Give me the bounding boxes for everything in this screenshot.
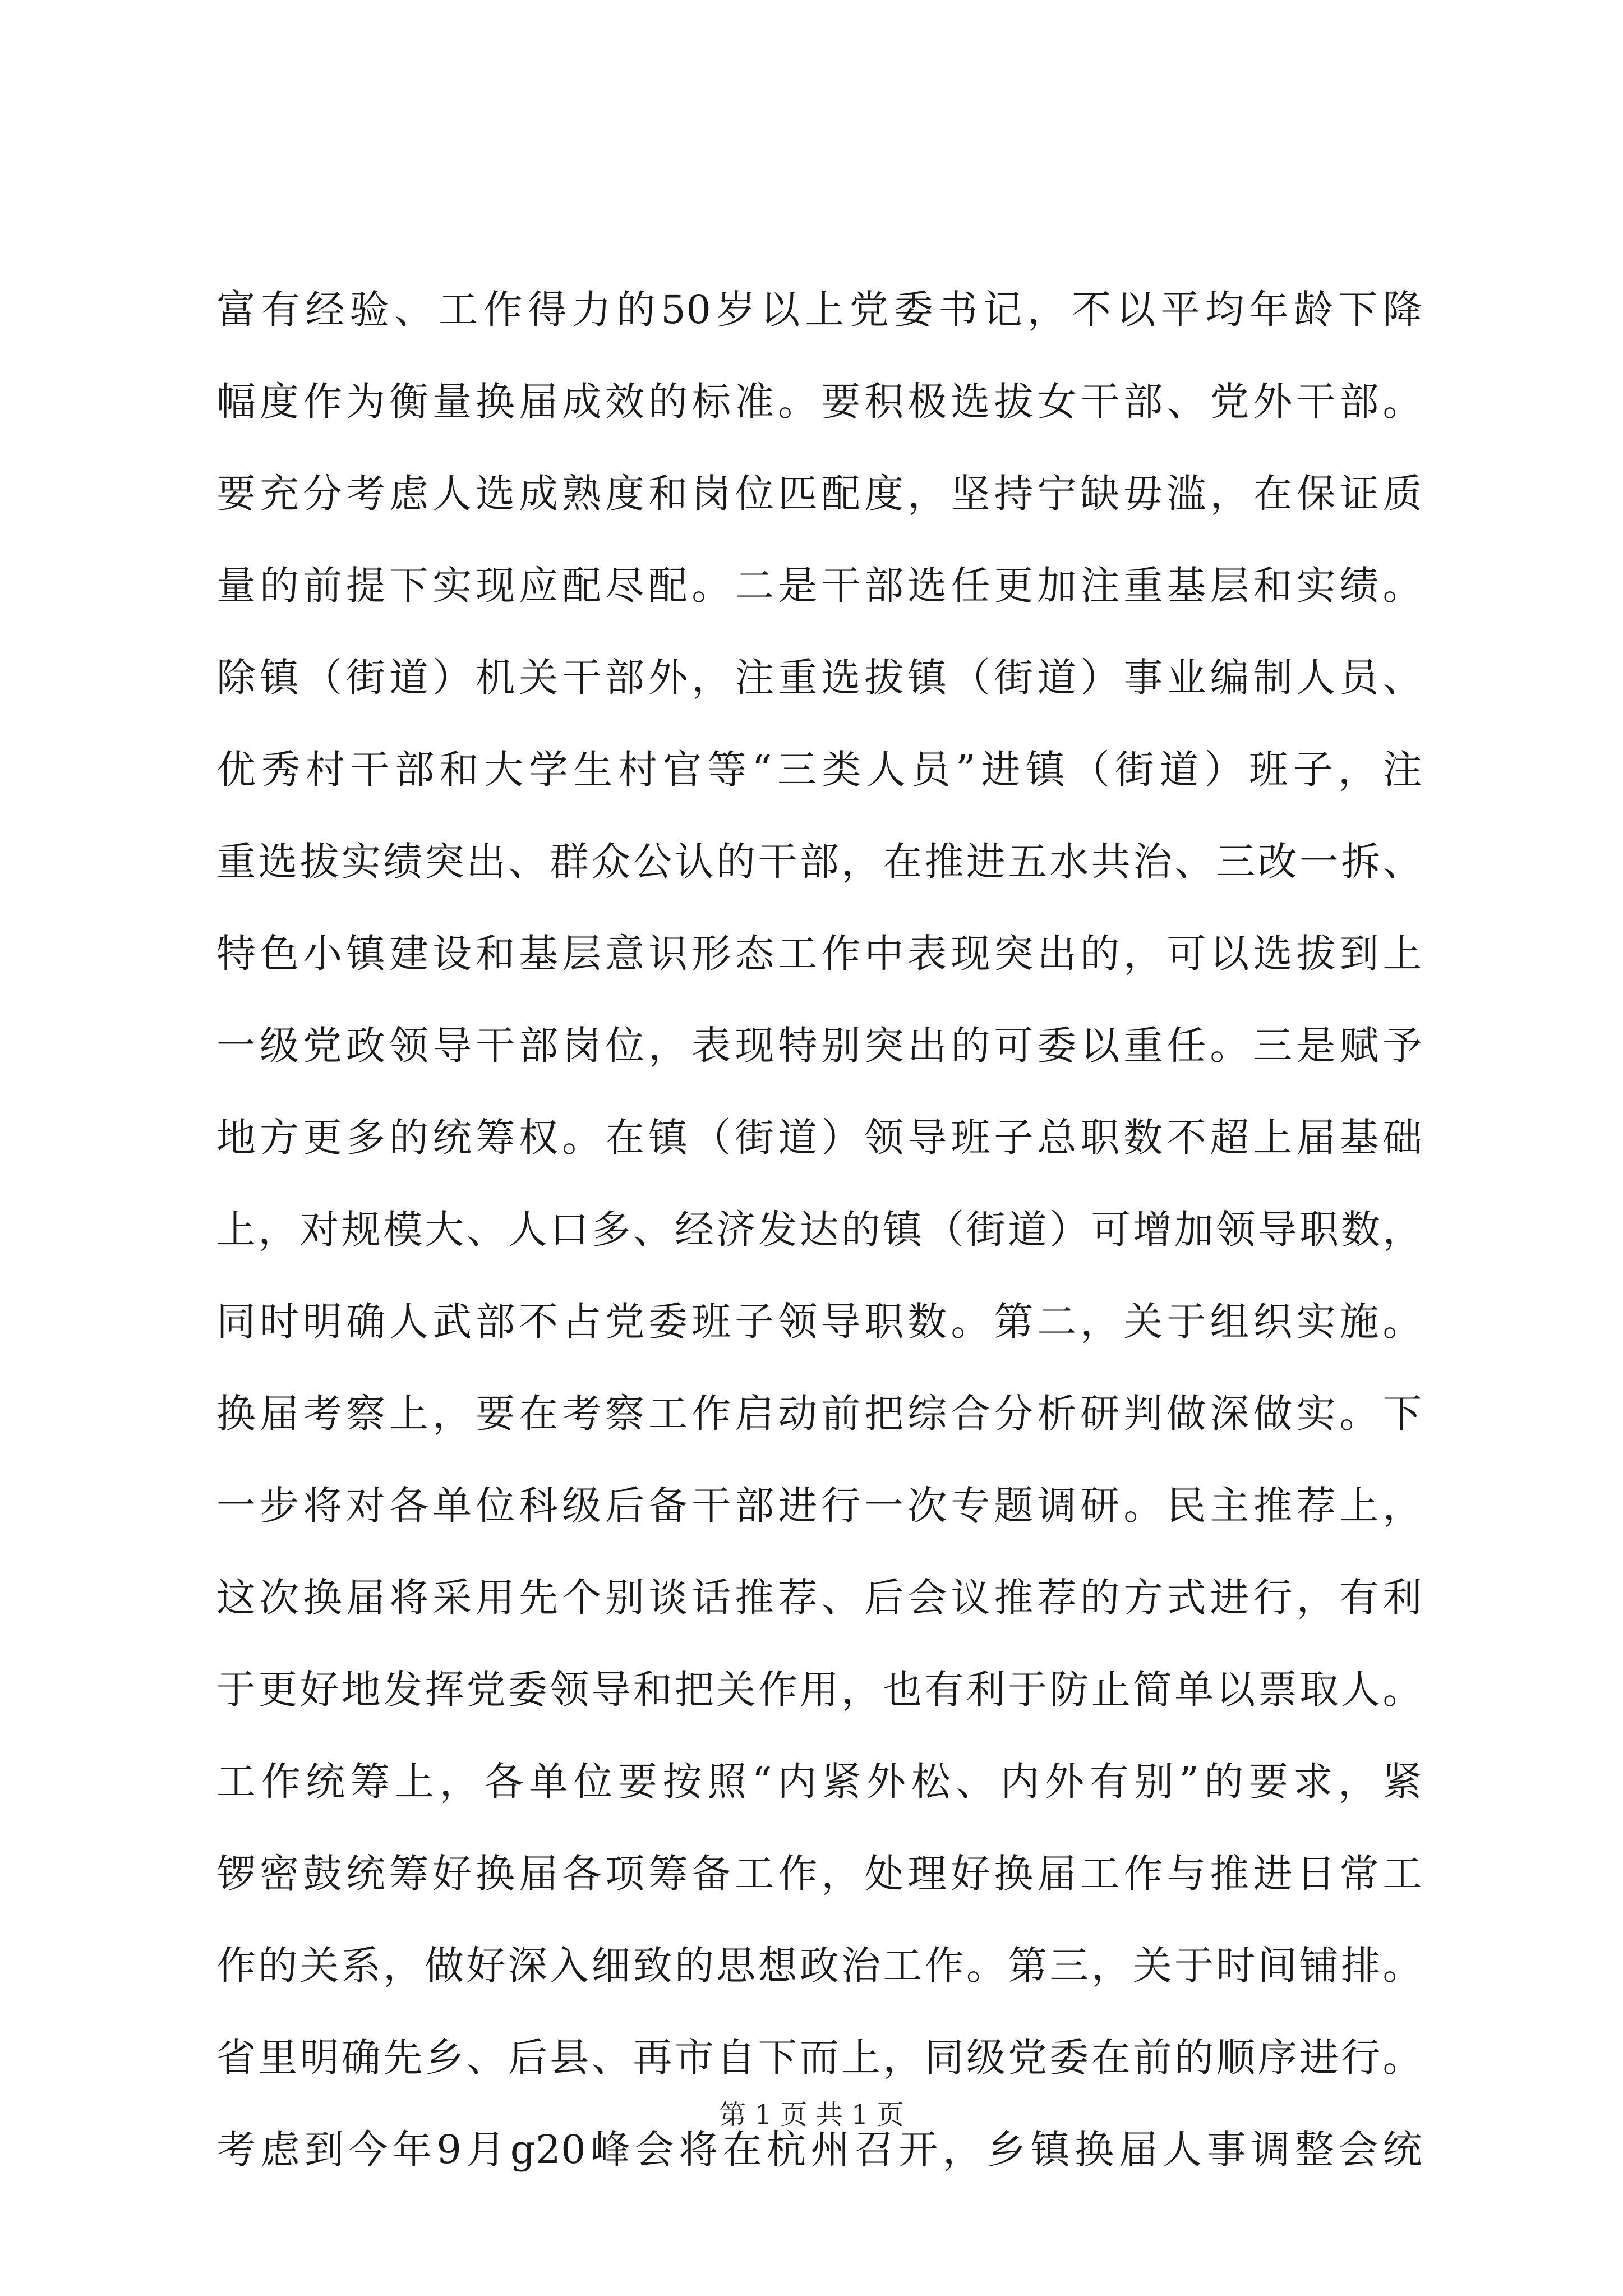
text-line: 幅度作为衡量换届成效的标准。要积极选拔女干部、党外干部。 <box>216 379 1422 425</box>
text-line: 省里明确先乡、后县、再市自下而上，同级党委在前的顺序进行。 <box>216 2035 1422 2081</box>
body-text <box>216 264 1422 2196</box>
text-line: 锣密鼓统筹好换届各项筹备工作，处理好换届工作与推进日常工 <box>216 1851 1422 1897</box>
text-line: 特色小镇建设和基层意识形态工作中表现突出的，可以选拔到上 <box>216 931 1422 977</box>
text-line: 同时明确人武部不占党委班子领导职数。第二，关于组织实施。 <box>216 1299 1422 1345</box>
text-line: 富有经验、工作得力的50岁以上党委书记，不以平均年龄下降 <box>216 287 1422 333</box>
text-line: 工作统筹上，各单位要按照“内紧外松、内外有别”的要求，紧 <box>216 1759 1422 1805</box>
text-line: 一级党政领导干部岗位，表现特别突出的可委以重任。三是赋予 <box>216 1023 1422 1069</box>
text-line: 优秀村干部和大学生村官等“三类人员”进镇（街道）班子，注 <box>216 747 1422 793</box>
text-line: 除镇（街道）机关干部外，注重选拔镇（街道）事业编制人员、 <box>216 655 1422 701</box>
text-line: 换届考察上，要在考察工作启动前把综合分析研判做深做实。下 <box>216 1391 1422 1437</box>
text-line: 作的关系，做好深入细致的思想政治工作。第三，关于时间铺排。 <box>216 1943 1422 1989</box>
text-line: 这次换届将采用先个别谈话推荐、后会议推荐的方式进行，有利 <box>216 1575 1422 1621</box>
text-line: 考虑到今年9月g20峰会将在杭州召开，乡镇换届人事调整会统 <box>216 2127 1422 2173</box>
text-line: 地方更多的统筹权。在镇（街道）领导班子总职数不超上届基础 <box>216 1115 1422 1161</box>
text-line: 量的前提下实现应配尽配。二是干部选任更加注重基层和实绩。 <box>216 563 1422 609</box>
page-footer: 第 1 页 共 1 页 <box>719 2099 904 2131</box>
text-line: 要充分考虑人选成熟度和岗位匹配度，坚持宁缺毋滥，在保证质 <box>216 471 1422 517</box>
text-line: 一步将对各单位科级后备干部进行一次专题调研。民主推荐上， <box>216 1483 1422 1529</box>
text-line: 重选拔实绩突出、群众公认的干部，在推进五水共治、三改一拆、 <box>216 839 1422 885</box>
text-line: 上，对规模大、人口多、经济发达的镇（街道）可增加领导职数， <box>216 1207 1422 1253</box>
text-line: 于更好地发挥党委领导和把关作用，也有利于防止简单以票取人。 <box>216 1667 1422 1713</box>
